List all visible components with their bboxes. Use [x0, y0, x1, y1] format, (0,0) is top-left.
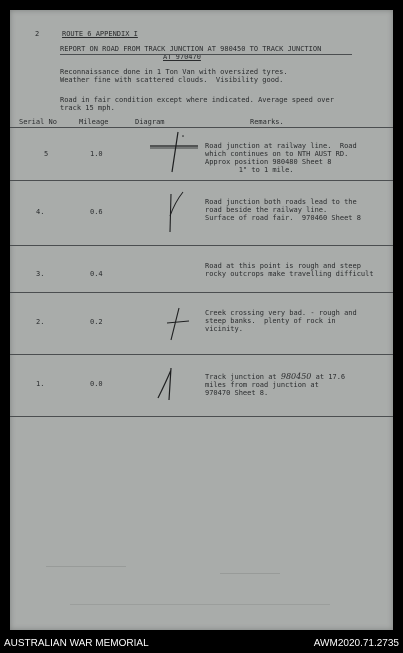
- row-5-remarks-4: 1" to 1 mile.: [205, 166, 294, 174]
- row-divider: [10, 354, 393, 355]
- row-2-serial: 2.: [36, 318, 45, 326]
- footer-institution: AUSTRALIAN WAR MEMORIAL: [4, 638, 149, 649]
- row-2-remarks-2: steep banks. plenty of rock in: [205, 317, 336, 325]
- row-3-serial: 3.: [36, 270, 45, 278]
- footer-accession-number: AWM2020.71.2735: [313, 638, 399, 649]
- row-1-remarks-typed-end: at 17.6: [311, 373, 346, 381]
- row-3-mileage: 0.4: [90, 270, 103, 278]
- row-3-remarks-1: Road at this point is rough and steep: [205, 262, 361, 270]
- row-5-remarks-3: Approx position 980480 Sheet 8: [205, 158, 332, 166]
- condition-line-2: track 15 mph.: [60, 104, 115, 112]
- row-1-handwritten-grid-ref: 980450: [280, 372, 312, 381]
- row-3-remarks-2: rocky outcrops make travelling difficult: [205, 270, 374, 278]
- track-junction-sketch-icon: [155, 366, 185, 406]
- row-5-remarks-2: which continues on to NTH AUST RD.: [205, 150, 349, 158]
- report-title-line-2: AT 970470: [163, 53, 201, 61]
- row-5-mileage: 1.0: [90, 150, 103, 158]
- archive-footer: [0, 633, 403, 653]
- row-4-mileage: 0.6: [90, 208, 103, 216]
- row-divider: [10, 416, 393, 417]
- header-remarks: Remarks.: [250, 118, 284, 126]
- row-1-serial: 1.: [36, 380, 45, 388]
- header-mileage: Mileage: [79, 118, 109, 126]
- row-1-remarks-typed: Track junction at: [205, 373, 281, 381]
- condition-line-1: Road in fair condition except where indicated. Average speed over: [60, 96, 334, 104]
- row-2-mileage: 0.2: [90, 318, 103, 326]
- row-2-remarks-3: vicinity.: [205, 325, 243, 333]
- row-1-remarks-line-1: [205, 373, 345, 381]
- row-divider: [10, 292, 393, 293]
- title-underline: [60, 54, 352, 55]
- report-title-line-1: REPORT ON ROAD FROM TRACK JUNCTION AT 980450 TO TRACK JUNCTION: [60, 45, 322, 53]
- bleed-through-mark: [46, 566, 126, 577]
- header-rule: [10, 127, 393, 128]
- notes-line-2: Weather fine with scattered clouds. Visibility good.: [60, 76, 284, 84]
- row-4-remarks-3: Surface of road fair. 970460 Sheet 8: [205, 214, 361, 222]
- row-5-remarks-1: Road junction at railway line. Road: [205, 142, 357, 150]
- bleed-through-mark: [220, 573, 280, 582]
- header-serial: Serial No: [19, 118, 57, 126]
- railway-junction-sketch-icon: [150, 130, 210, 180]
- document-page: [10, 10, 393, 630]
- row-4-remarks-1: Road junction both roads lead to the: [205, 198, 357, 206]
- page-mark: 2: [35, 30, 40, 38]
- creek-crossing-sketch-icon: [165, 306, 195, 342]
- row-divider: [10, 180, 393, 181]
- row-5-serial: 5: [44, 150, 49, 158]
- notes-line-1: Reconnaissance done in 1 Ton Van with oversized tyres.: [60, 68, 288, 76]
- row-1-remarks-3: 970470 Sheet 8.: [205, 389, 269, 397]
- fork-sketch-icon: [165, 188, 205, 236]
- row-1-remarks-2: miles from road junction at: [205, 381, 319, 389]
- row-2-remarks-1: Creek crossing very bad. - rough and: [205, 309, 357, 317]
- route-header: ROUTE 6 APPENDIX I: [62, 30, 138, 38]
- row-4-serial: 4.: [36, 208, 45, 216]
- header-diagram: Diagram: [135, 118, 165, 126]
- bleed-through-mark: [70, 604, 330, 613]
- row-1-mileage: 0.0: [90, 380, 103, 388]
- row-4-remarks-2: road beside the railway line.: [205, 206, 328, 214]
- row-divider: [10, 245, 393, 246]
